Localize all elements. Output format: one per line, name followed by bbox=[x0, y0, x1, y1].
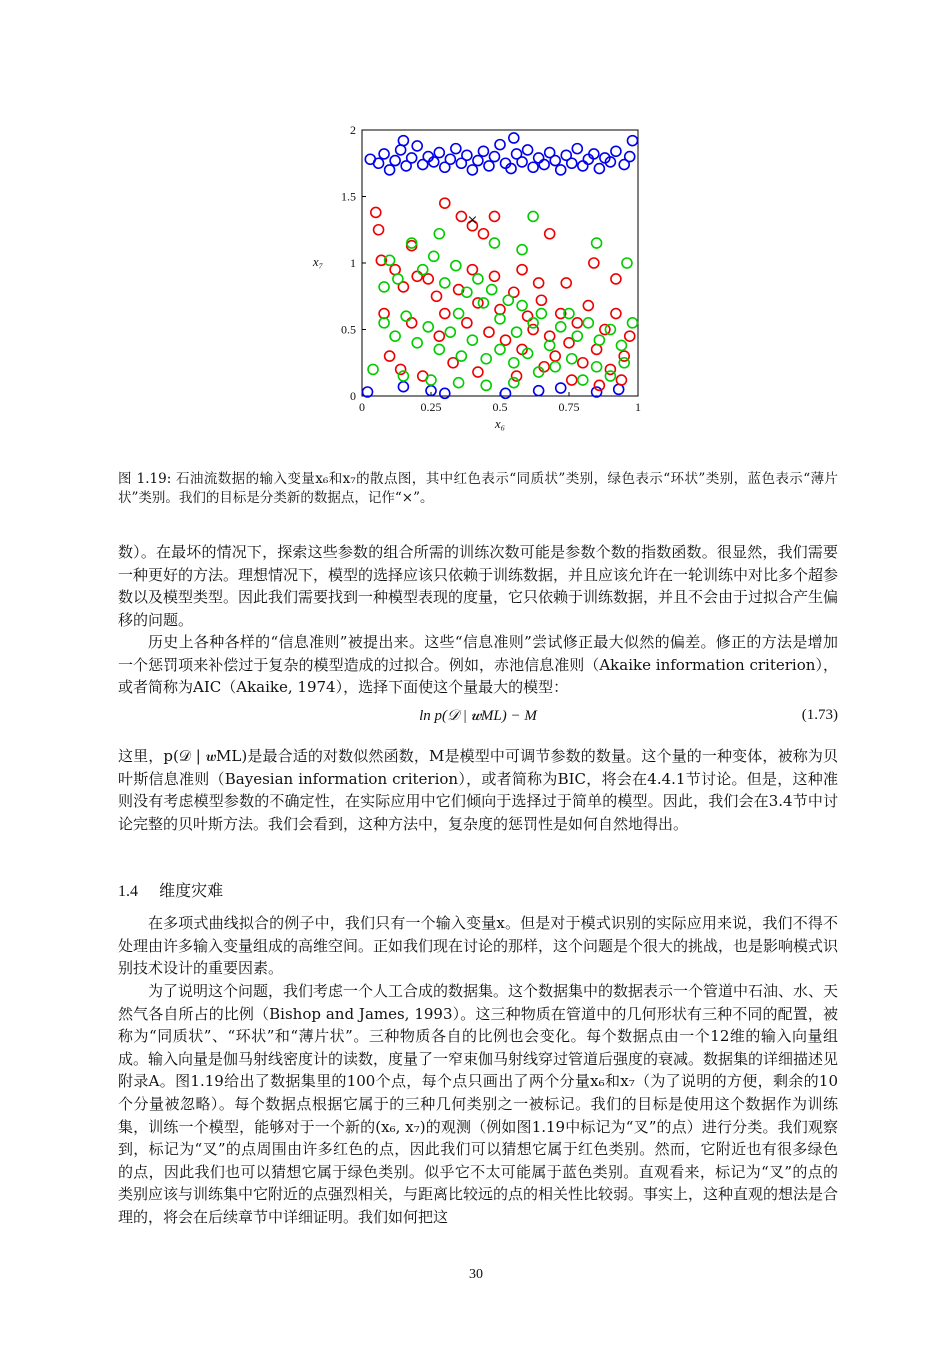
x-tick-label: 0 bbox=[359, 400, 365, 414]
data-point-series-0 bbox=[517, 157, 527, 167]
data-point-series-1 bbox=[572, 318, 582, 328]
paragraph-1: 数）。在最坏的情况下，探索这些参数的组合所需的训练次数可能是参数个数的指数函数。很显然，我们需要一种更好的方法。理想情况下，模型的选择应该只依赖于训练数据，并且应该允许在一轮训练中对比多个超参数以及模型类型。因此我们需要找到一种模型表现的度量，它只依赖于训练数据，并且不会由于过拟合产生偏移的问题。 bbox=[118, 543, 839, 629]
data-point-series-0 bbox=[412, 141, 422, 151]
data-point-series-1 bbox=[545, 331, 555, 341]
y-tick-label: 1.5 bbox=[341, 189, 356, 204]
data-point-series-0 bbox=[614, 384, 624, 394]
data-point-series-2 bbox=[572, 331, 582, 341]
y-tick-label: 0.5 bbox=[341, 322, 356, 337]
data-point-series-1 bbox=[616, 375, 626, 385]
data-point-series-2 bbox=[487, 285, 497, 295]
y-tick-label: 0 bbox=[350, 389, 356, 403]
data-point-series-2 bbox=[481, 354, 491, 364]
data-point-series-1 bbox=[407, 318, 417, 328]
data-point-series-0 bbox=[572, 144, 582, 154]
data-point-series-2 bbox=[398, 371, 408, 381]
paragraph-5: 为了说明这个问题，我们考虑一个人工合成的数据集。这个数据集中的数据表示一个管道中石油、水、天然气各自所占的比例（Bishop and James, 1993）。这三种物质在管道中的几何形状有三种不同的配置，被称为“同质状”、“环状”和“薄片状”。三种物质各自的比例也会变化。每个数据点由一个12维的输入向量组成。输入向量是伽马射线密度计的读数，度量了一窄束伽马射线穿过管道后强度的衰减。数据集的详细描述见附录A。图1.19给出了数据集里的100个点，每个点只画出了两个分量x₆和x₇（为了说明的方便，剩余的10个分量被忽略）。每个数据点根据它属于的三种几何类别之一被标记。我们的目标是使用这个数据作为训练集，训练一个模型，能够对于一个新的(x₆, x₇)的观测（例如图1.19中标记为“叉”的点）进行分类。我们观察到，标记为“叉”的点周围由许多红色的点，因此我们可以猜想它属于红色类别。然而，它附近也有很多绿色的点，因此我们也可以猜想它属于绿色类别。似乎它不太可能属于蓝色类别。直观看来，标记为“叉”的点的类别应该与训练集中它附近的点强烈相关，与距离比较远的点的相关性比较弱。事实上，这种直观的想法是合理的，将会在后续章节中详细证明。我们如何把这 bbox=[118, 982, 839, 1226]
data-point-series-1 bbox=[589, 258, 599, 268]
data-point-series-1 bbox=[592, 344, 602, 354]
data-point-series-1 bbox=[432, 291, 442, 301]
data-point-series-2 bbox=[627, 318, 637, 328]
data-point-series-1 bbox=[550, 351, 560, 361]
data-point-series-1 bbox=[396, 364, 406, 374]
data-point-series-0 bbox=[440, 388, 450, 398]
data-point-series-0 bbox=[523, 145, 533, 155]
data-point-series-2 bbox=[495, 344, 505, 354]
data-point-series-1 bbox=[412, 271, 422, 281]
data-point-series-2 bbox=[556, 322, 566, 332]
data-point-series-1 bbox=[536, 295, 546, 305]
data-point-series-1 bbox=[625, 331, 635, 341]
data-point-series-0 bbox=[509, 133, 519, 143]
data-point-series-2 bbox=[512, 327, 522, 337]
data-point-series-1 bbox=[385, 351, 395, 361]
equation-1-73 bbox=[118, 707, 838, 731]
data-point-series-1 bbox=[534, 278, 544, 288]
data-point-series-2 bbox=[368, 364, 378, 374]
data-point-series-2 bbox=[503, 295, 513, 305]
data-point-series-2 bbox=[473, 274, 483, 284]
data-point-series-1 bbox=[456, 211, 466, 221]
x-tick-label: 1 bbox=[635, 400, 641, 414]
data-point-series-2 bbox=[418, 265, 428, 275]
data-point-series-0 bbox=[385, 165, 395, 175]
data-point-series-0 bbox=[484, 161, 494, 171]
data-point-series-0 bbox=[451, 144, 461, 154]
equation-body: ln p(𝒟 | 𝒘ML) − M bbox=[419, 708, 537, 724]
data-point-series-1 bbox=[379, 309, 389, 319]
data-point-series-0 bbox=[462, 150, 472, 160]
data-point-series-2 bbox=[454, 309, 464, 319]
data-point-series-1 bbox=[501, 335, 511, 345]
data-point-series-1 bbox=[423, 274, 433, 284]
data-point-series-1 bbox=[578, 358, 588, 368]
data-point-series-2 bbox=[594, 335, 604, 345]
data-point-series-2 bbox=[517, 245, 527, 255]
data-point-series-1 bbox=[478, 229, 488, 239]
data-point-series-2 bbox=[545, 340, 555, 350]
data-point-series-2 bbox=[583, 318, 593, 328]
data-point-series-2 bbox=[429, 251, 439, 261]
data-point-series-0 bbox=[434, 148, 444, 158]
data-point-series-2 bbox=[423, 322, 433, 332]
x-tick-label: 0.5 bbox=[492, 400, 508, 414]
data-point-series-2 bbox=[434, 229, 444, 239]
data-point-series-2 bbox=[616, 340, 626, 350]
data-point-series-2 bbox=[393, 274, 403, 284]
data-point-series-0 bbox=[627, 136, 637, 146]
data-point-series-1 bbox=[567, 375, 577, 385]
data-point-series-2 bbox=[592, 238, 602, 248]
data-point-series-2 bbox=[379, 318, 389, 328]
figure-caption: 图 1.19: 石油流数据的输入变量x₆和x₇的散点图，其中红色表示“同质状”类别，绿色表示“环状”类别，蓝色表示“薄片状”类别。我们的目标是分类新的数据点，记作“×”。 bbox=[118, 471, 838, 506]
data-point-series-0 bbox=[556, 383, 566, 393]
data-point-series-2 bbox=[550, 362, 560, 372]
data-point-series-1 bbox=[512, 371, 522, 381]
data-point-series-0 bbox=[396, 145, 406, 155]
data-point-series-2 bbox=[517, 301, 527, 311]
data-point-series-2 bbox=[456, 351, 466, 361]
data-point-series-0 bbox=[501, 388, 511, 398]
data-point-series-0 bbox=[489, 152, 499, 162]
data-point-series-0 bbox=[539, 160, 549, 170]
data-point-series-2 bbox=[379, 282, 389, 292]
data-point-series-2 bbox=[622, 258, 632, 268]
data-point-series-1 bbox=[611, 309, 621, 319]
data-point-series-2 bbox=[451, 261, 461, 271]
data-point-series-0 bbox=[467, 165, 477, 175]
data-point-series-1 bbox=[462, 318, 472, 328]
data-point-series-0 bbox=[594, 164, 604, 174]
data-point-series-2 bbox=[481, 380, 491, 390]
data-point-series-0 bbox=[445, 154, 455, 164]
data-point-series-2 bbox=[390, 331, 400, 341]
data-point-series-0 bbox=[473, 156, 483, 166]
section-heading bbox=[118, 878, 223, 901]
data-point-series-0 bbox=[379, 149, 389, 159]
data-point-series-1 bbox=[390, 265, 400, 275]
data-point-series-2 bbox=[434, 344, 444, 354]
data-point-series-1 bbox=[440, 309, 450, 319]
data-point-series-2 bbox=[528, 318, 538, 328]
data-point-series-1 bbox=[489, 271, 499, 281]
data-point-series-1 bbox=[473, 367, 483, 377]
scatter-plot bbox=[300, 118, 660, 438]
x-tick-label: 0.25 bbox=[420, 400, 442, 414]
data-point-series-0 bbox=[550, 156, 560, 166]
data-point-series-0 bbox=[390, 156, 400, 166]
paragraph-3: 这里，p(𝒟 | 𝒘ML)是最合适的对数似然函数，M是模型中可调节参数的数量。这个量的一种变体，被称为贝叶斯信息准则（Bayesian information criterion），或者简称为BIC，将会在4.4.1节讨论。但是，这种准则没有考虑模型参数的不确定性，在实际应用中它们倾向于选择过于简单的模型。因此，我们会在3.4节中讨论完整的贝叶斯方法。我们会看到，这种方法中，复杂度的惩罚性是如何自然地得出。 bbox=[118, 747, 838, 833]
data-point-series-2 bbox=[578, 375, 588, 385]
data-point-series-0 bbox=[625, 152, 635, 162]
data-point-series-0 bbox=[528, 162, 538, 172]
data-point-series-2 bbox=[592, 362, 602, 372]
data-point-series-2 bbox=[536, 309, 546, 319]
data-point-series-0 bbox=[374, 158, 384, 168]
data-point-series-2 bbox=[495, 314, 505, 324]
data-point-series-2 bbox=[467, 335, 477, 345]
scatter-figure bbox=[300, 118, 660, 438]
equation-number: (1.73) bbox=[801, 707, 838, 723]
data-point-series-1 bbox=[495, 305, 505, 315]
data-point-series-0 bbox=[398, 382, 408, 392]
data-point-series-0 bbox=[534, 386, 544, 396]
data-point-series-0 bbox=[534, 153, 544, 163]
y-tick-label: 1 bbox=[350, 256, 356, 270]
data-point-series-0 bbox=[578, 161, 588, 171]
data-point-series-1 bbox=[561, 278, 571, 288]
y-axis-label: x₇ bbox=[312, 254, 324, 269]
data-point-series-2 bbox=[401, 311, 411, 321]
y-tick-label: 2 bbox=[350, 123, 356, 137]
data-point-series-2 bbox=[619, 358, 629, 368]
data-point-series-2 bbox=[440, 278, 450, 288]
data-point-series-2 bbox=[509, 358, 519, 368]
section-number: 1.4 bbox=[118, 883, 138, 900]
data-point-series-2 bbox=[412, 338, 422, 348]
page-number: 30 bbox=[469, 1267, 483, 1282]
data-point-series-1 bbox=[434, 331, 444, 341]
data-point-series-1 bbox=[517, 265, 527, 275]
data-point-series-1 bbox=[484, 327, 494, 337]
data-point-series-0 bbox=[495, 140, 505, 150]
data-point-series-1 bbox=[374, 225, 384, 235]
data-point-series-1 bbox=[583, 301, 593, 311]
data-point-series-1 bbox=[371, 207, 381, 217]
x-axis-label: x₆ bbox=[494, 416, 506, 431]
data-point-series-0 bbox=[611, 146, 621, 156]
data-point-series-1 bbox=[523, 311, 533, 321]
query-point-marker: × bbox=[466, 212, 478, 228]
section-title: 维度灾难 bbox=[159, 881, 224, 900]
paragraph-4: 在多项式曲线拟合的例子中，我们只有一个输入变量x。但是对于模式识别的实际应用来说，我们不得不处理由许多输入变量组成的高维空间。正如我们现在讨论的那样，这个问题是个很大的挑战，也是影响模式识别技术设计的重要因素。 bbox=[118, 914, 839, 978]
data-point-series-2 bbox=[528, 211, 538, 221]
data-point-series-2 bbox=[426, 375, 436, 385]
data-point-series-1 bbox=[440, 198, 450, 208]
paragraph-2: 历史上各种各样的“信息准则”被提出来。这些“信息准则”尝试修正最大似然的偏差。修正的方法是增加一个惩罚项来补偿过于复杂的模型造成的过拟合。例如，赤池信息准则（Akaike information criterion），或者简称为AIC（Akaike, 1974），选择下面使这个量最大的模型： bbox=[118, 633, 838, 697]
data-point-series-0 bbox=[407, 153, 417, 163]
data-point-series-0 bbox=[478, 146, 488, 156]
data-point-series-1 bbox=[545, 229, 555, 239]
data-point-series-2 bbox=[509, 378, 519, 388]
data-point-series-2 bbox=[489, 238, 499, 248]
data-point-series-0 bbox=[556, 165, 566, 175]
data-point-series-0 bbox=[398, 136, 408, 146]
data-point-series-0 bbox=[567, 158, 577, 168]
data-point-series-1 bbox=[611, 274, 621, 284]
data-point-series-2 bbox=[605, 371, 615, 381]
x-tick-label: 0.75 bbox=[558, 400, 580, 414]
data-point-series-2 bbox=[454, 378, 464, 388]
data-point-series-2 bbox=[567, 354, 577, 364]
data-point-series-2 bbox=[445, 327, 455, 337]
data-point-series-1 bbox=[467, 265, 477, 275]
data-point-series-1 bbox=[489, 211, 499, 221]
data-point-series-1 bbox=[594, 380, 604, 390]
